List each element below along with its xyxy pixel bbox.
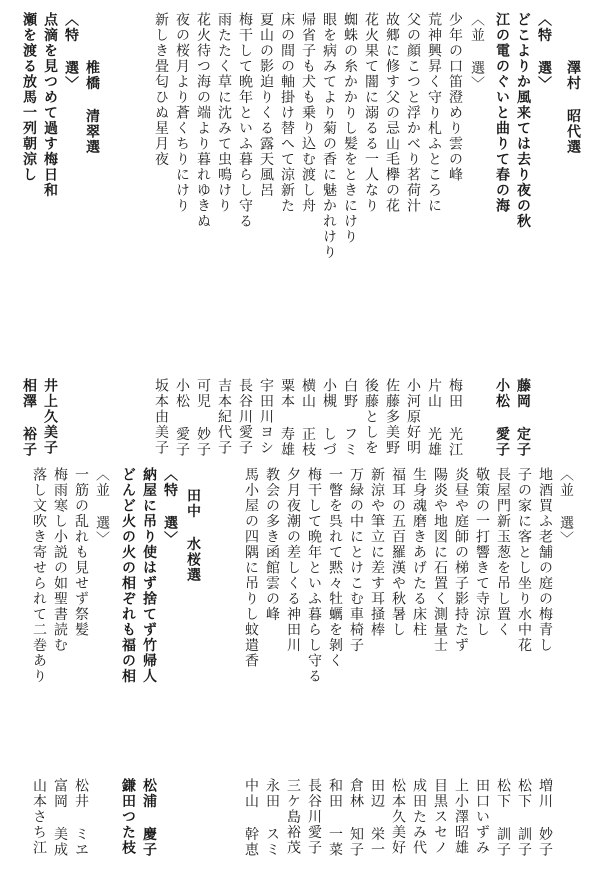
- haiku-author: 松浦 慶子: [141, 778, 157, 858]
- haiku-poem: 新涼や筆立に差す耳掻棒: [369, 467, 385, 638]
- haiku-poem: 福耳の五百羅漢や秋暑し: [390, 467, 406, 638]
- haiku-poem: 雨たたく草に沈みて虫鳴けり: [216, 12, 232, 214]
- haiku-poem: 眼を病みてより菊の香に魅かれけり: [321, 12, 337, 260]
- haiku-poem: 蜘蛛の糸かかりし髪をときにけり: [342, 12, 358, 245]
- haiku-author: 井上久美子: [42, 378, 58, 456]
- haiku-poem: 梅干して晩年といふ暮らし守る: [237, 12, 253, 229]
- haiku-poem: 夏山の影迫りくる露天風呂: [258, 12, 274, 198]
- haiku-author: 松下 訓子: [516, 778, 532, 858]
- haiku-author: 田口いずみ: [474, 778, 490, 856]
- haiku-author: 後藤としを: [363, 378, 379, 456]
- haiku-poem: 少年の口笛澄めり雲の峰: [447, 12, 463, 183]
- haiku-poem: 陽炎や地図に石置く測量士: [432, 467, 448, 653]
- haiku-poem: どんど火の火の相ぞれも福の相: [120, 467, 136, 684]
- haiku-author: 粟本 寿雄: [279, 378, 295, 458]
- selector-name: 椎橋 清翠選: [84, 60, 100, 155]
- haiku-poem: 万緑の中にとけこむ車椅子: [348, 467, 364, 653]
- haiku-poem: 炎昼や庭師の梯子影持たず: [453, 467, 469, 653]
- haiku-poem: 長屋門新玉葱を吊し置く: [495, 467, 511, 638]
- haiku-poem: どこよりか風来ては去り夜の秋: [515, 12, 531, 229]
- haiku-author: 増川 妙子: [537, 778, 553, 858]
- haiku-poem: 夕月夜潮の差しくる神田川: [285, 467, 301, 653]
- haiku-author: 長谷川愛子: [306, 778, 322, 856]
- haiku-author: 吉本紀代子: [216, 378, 232, 456]
- haiku-author: 小松 愛子: [174, 378, 190, 458]
- haiku-author: 倉林 知子: [348, 778, 364, 858]
- haiku-author: 白野 フミ: [342, 378, 358, 458]
- haiku-author: 藤岡 定子: [515, 378, 531, 458]
- haiku-author: 中山 幹恵: [243, 778, 259, 858]
- haiku-author: 相澤 裕子: [21, 378, 37, 458]
- haiku-author: 松下 訓子: [495, 778, 511, 858]
- haiku-author: 横山 正枝: [300, 378, 316, 458]
- haiku-poem: 子の家に客とし坐り水中花: [516, 467, 532, 653]
- haiku-poem: 梅干して晩年といふ暮らし守る: [306, 467, 322, 684]
- selector-name: 田中 水桜選: [185, 488, 201, 583]
- haiku-poem: 点滴を見つめて過す梅日和: [42, 12, 58, 198]
- haiku-author: 長谷川愛子: [237, 378, 253, 456]
- section-label: 〈特 選〉: [162, 467, 178, 547]
- haiku-author: 和田 一菜: [327, 778, 343, 858]
- haiku-poem: 瀬を渡る放馬一列朝涼し: [21, 12, 37, 183]
- haiku-author: 小松 愛子: [494, 378, 510, 458]
- haiku-author: 小槻 しづ: [321, 378, 337, 458]
- haiku-poem: 床の間の軸掛け替へて涼新た: [279, 12, 295, 214]
- haiku-author: 山本さち江: [31, 778, 47, 856]
- haiku-author: 梅田 光江: [447, 378, 463, 458]
- haiku-poem: 教会の多き函館雲の峰: [264, 467, 280, 622]
- haiku-author: 目黒スセノ: [432, 778, 448, 856]
- haiku-poem: 荒神興昇く守り札ふところに: [426, 12, 442, 214]
- haiku-author: 田辺 栄一: [369, 778, 385, 858]
- haiku-poem: 落し文吹き寄せられて二巻あり: [31, 467, 47, 684]
- haiku-poem: 一瞥を呉れて黙々牡蠣を剝く: [327, 467, 343, 669]
- haiku-poem: 帰省子も犬も乗り込む渡し舟: [300, 12, 316, 214]
- haiku-poem: 地酒買ふ老舗の庭の梅青し: [537, 467, 553, 653]
- haiku-author: 松井 ミヱ: [73, 778, 89, 858]
- haiku-poem: 故郷に修す父の忌山毛欅の花: [384, 12, 400, 214]
- section-label: 〈並 選〉: [94, 467, 110, 547]
- haiku-poem: 花火待つ海の端より暮れゆきぬ: [195, 12, 211, 229]
- haiku-poem: 一筋の乱れも見せず祭髪: [73, 467, 89, 638]
- haiku-author: 成田たみ代: [411, 778, 427, 856]
- haiku-poem: 納屋に吊り使はず捨てず竹帰人: [141, 467, 157, 684]
- haiku-author: 松本久美好: [390, 778, 406, 856]
- haiku-author: 三ケ島裕茂: [285, 778, 301, 856]
- selector-name: 澤村 昭代選: [565, 60, 581, 155]
- haiku-poem: 敬策の一打響きて寺涼し: [474, 467, 490, 638]
- haiku-author: 宇田川ヨシ: [258, 378, 274, 456]
- haiku-poem: 梅雨寒し小説の如聖書読む: [52, 467, 68, 653]
- haiku-author: 片山 光雄: [426, 378, 442, 458]
- haiku-poem: 花火果て闇に溺るる一人なり: [363, 12, 379, 214]
- section-label: 〈並 選〉: [469, 12, 485, 92]
- section-label: 〈特 選〉: [536, 12, 552, 92]
- haiku-author: 佐藤多美野: [384, 378, 400, 456]
- section-label: 〈特 選〉: [63, 12, 79, 92]
- haiku-author: 上小澤昭雄: [453, 778, 469, 856]
- haiku-author: 小河原好明: [405, 378, 421, 456]
- haiku-poem: 夜の桜月より蒼くちりにけり: [174, 12, 190, 214]
- haiku-author: 永田 スミ: [264, 778, 280, 858]
- haiku-poem: 江の電のぐいと曲りて春の海: [494, 12, 510, 214]
- haiku-author: 可児 妙子: [195, 378, 211, 458]
- haiku-poem: 馬小屋の四隅に吊りし蚊遣香: [243, 467, 259, 669]
- haiku-author: 鎌田つた枝: [120, 778, 136, 856]
- haiku-poem: 新しき畳匂ひぬ星月夜: [153, 12, 169, 167]
- haiku-poem: 生身魂磨きあげたる床柱: [411, 467, 427, 638]
- haiku-author: 坂本由美子: [153, 378, 169, 456]
- section-label: 〈並 選〉: [558, 467, 574, 547]
- haiku-author: 富岡 美成: [52, 778, 68, 858]
- haiku-poem: 父の顔こつと浮かべり茗荷汁: [405, 12, 421, 214]
